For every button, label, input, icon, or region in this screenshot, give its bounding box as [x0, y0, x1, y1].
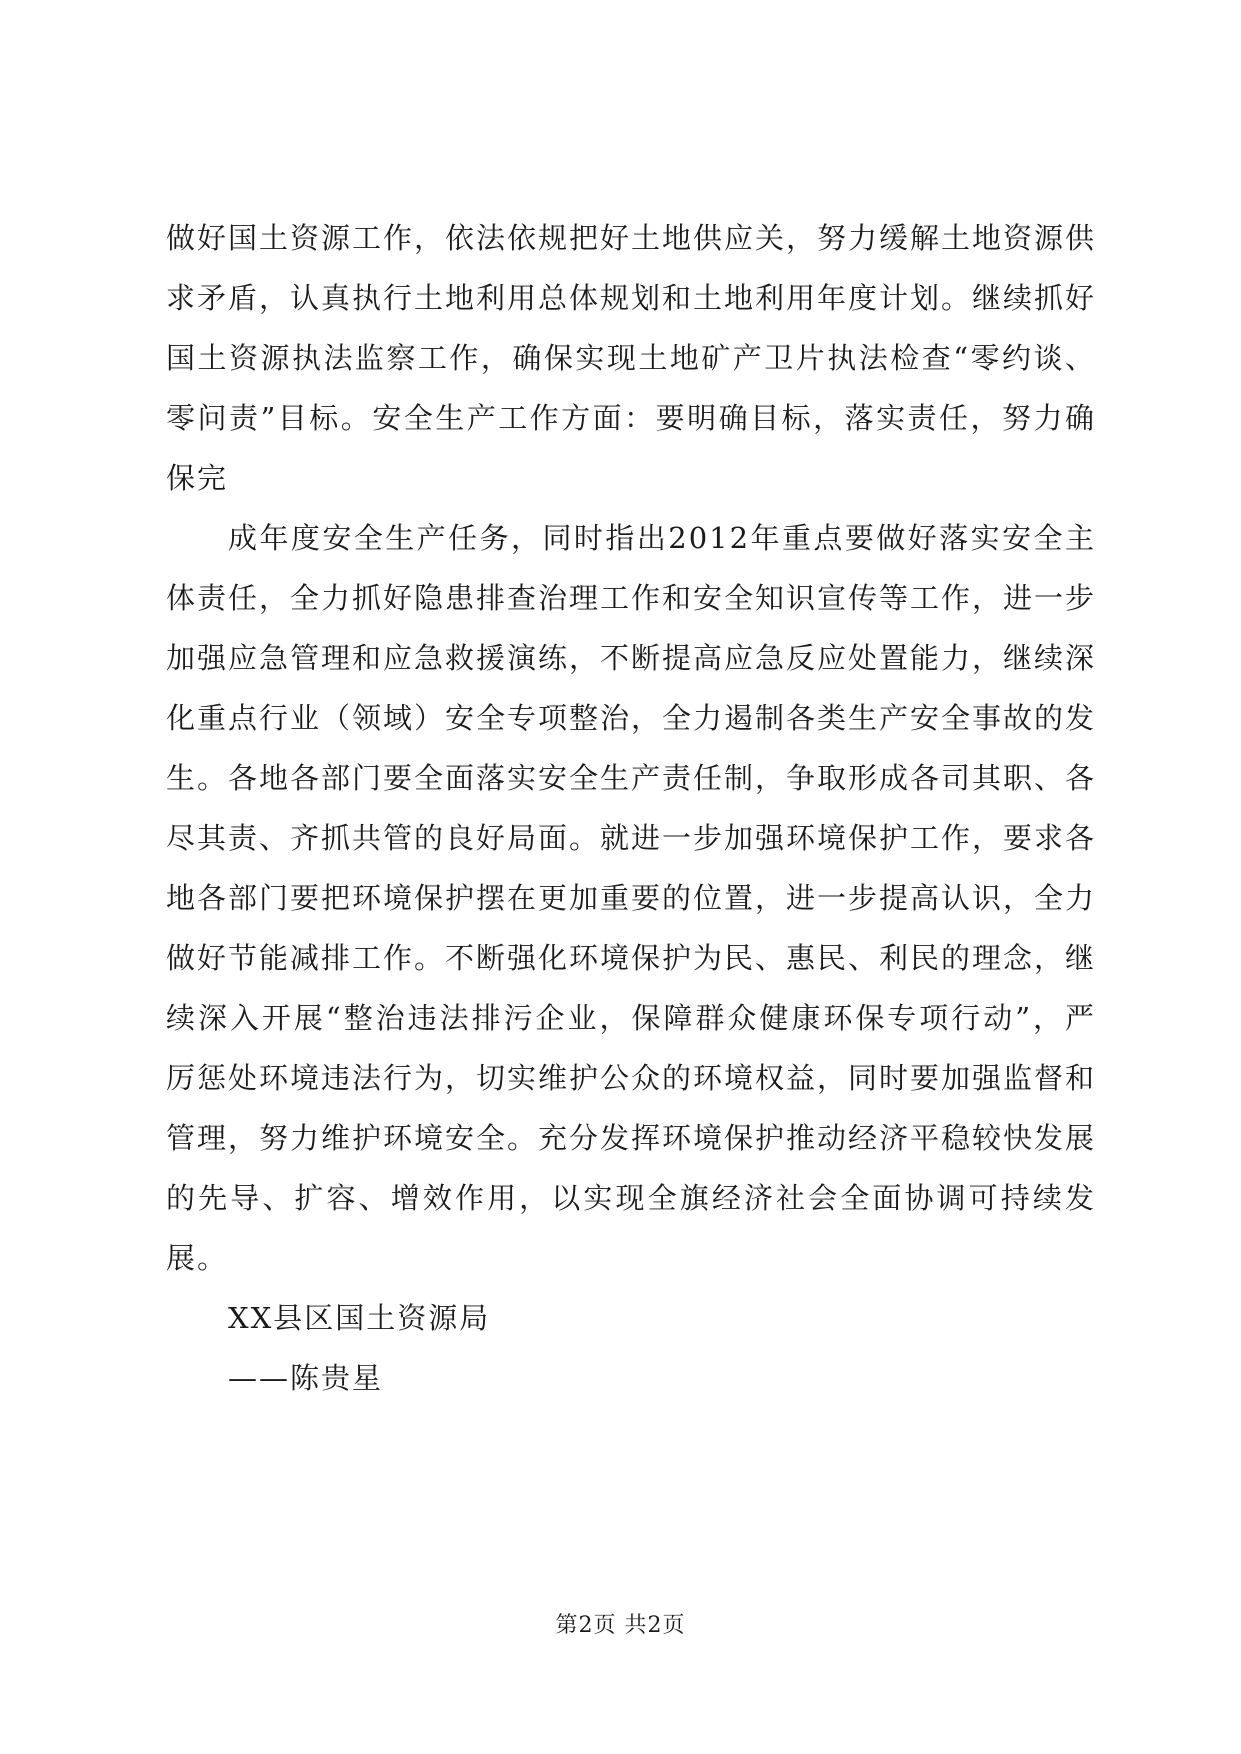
page-footer: 第2页 共2页: [555, 1613, 686, 1638]
paragraph-1: 做好国土资源工作，依法依规把好土地供应关，努力缓解土地资源供求矛盾，认真执行土地利用总体规划和土地利用年度计划。继续抓好国土资源执法监察工作，确保实现土地矿产卫片执法检查“零约谈、零问责”目标。安全生产工作方面：要明确目标，落实责任，努力确保完: [166, 221, 1097, 495]
document-body: [166, 208, 1096, 1408]
paragraph-2: 成年度安全生产任务，同时指出2012年重点要做好落实安全主体责任，全力抓好隐患排查治理工作和安全知识宣传等工作，进一步加强应急管理和应急救援演练，不断提高应急反应处置能力，继续深化重点行业（领域）安全专项整治，全力遏制各类生产安全事故的发生。各地各部门要全面落实安全生产责任制，争取形成各司其职、各尽其责、齐抓共管的良好局面。就进一步加强环境保护工作，要求各地各部门要把环境保护摆在更加重要的位置，进一步提高认识，全力做好节能减排工作。不断强化环境保护为民、惠民、利民的理念，继续深入开展“整治违法排污企业，保障群众健康环保专项行动”，严厉惩处环境违法行为，切实维护公众的环境权益，同时要加强监督和管理，努力维护环境安全。充分发挥环境保护推动经济平稳较快发展的先导、扩容、增效作用，以实现全旗经济社会全面协调可持续发展。: [166, 521, 1097, 1275]
signature-author: ——陈贵星: [228, 1361, 384, 1395]
signature-org: XX县区国土资源局: [228, 1301, 491, 1335]
